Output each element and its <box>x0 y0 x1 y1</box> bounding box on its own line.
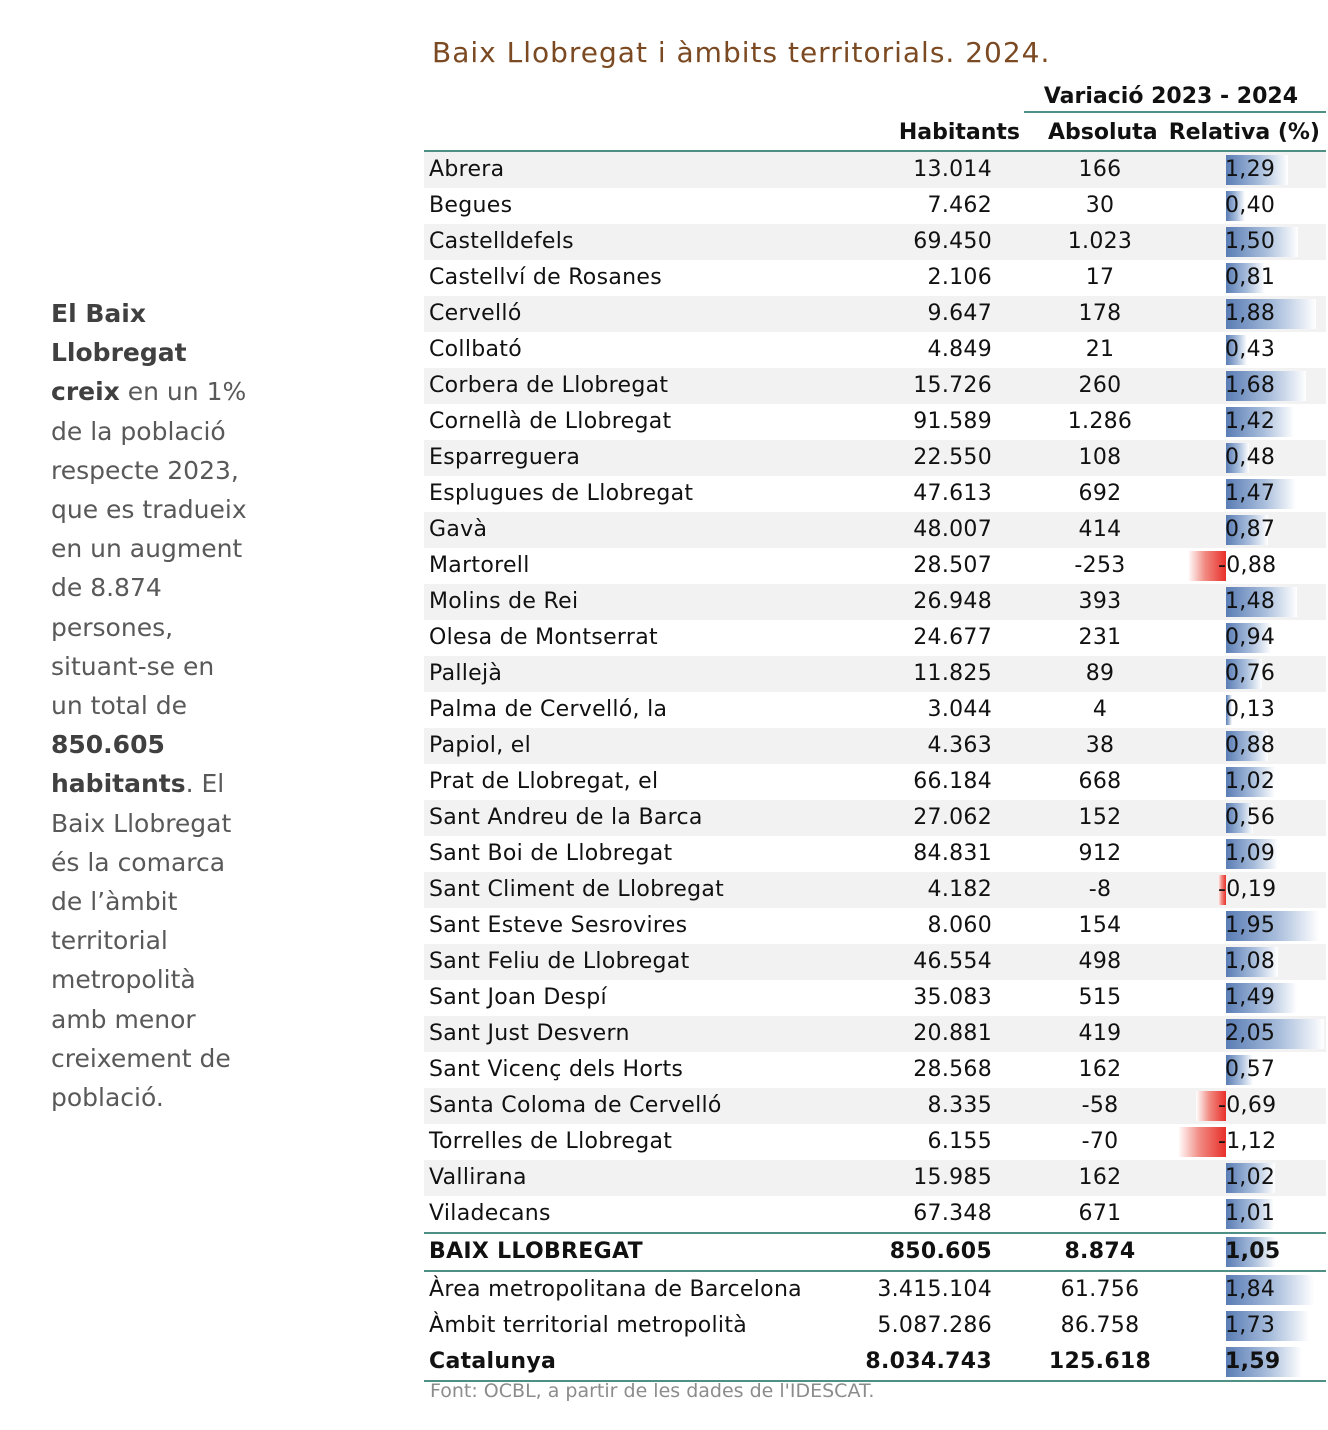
cell-absoluta: -8 <box>1088 877 1112 902</box>
cell-absoluta: -58 <box>1081 1093 1119 1118</box>
cell-name: Vallirana <box>429 1165 527 1190</box>
cell-relativa: 0,40 <box>1225 193 1276 218</box>
cell-name: Sant Just Desvern <box>429 1021 630 1046</box>
cell-habitants: 3.415.104 <box>877 1277 992 1302</box>
cell-habitants: 8.034.743 <box>865 1349 992 1374</box>
cell-name: Sant Joan Despí <box>429 985 607 1010</box>
cell-name: Corbera de Llobregat <box>429 373 669 398</box>
cell-habitants: 46.554 <box>913 949 992 974</box>
source-note: Font: OCBL, a partir de les dades de l'IDESCAT. <box>430 1380 875 1402</box>
table-footer <box>424 1232 1326 1382</box>
cell-absoluta: 17 <box>1085 265 1115 290</box>
cell-absoluta: 671 <box>1078 1201 1122 1226</box>
summary-text-end: . El Baix Llobregat és la comarca de l’àmbit territorial metropolità amb menor creixement de població. <box>51 769 232 1113</box>
cell-habitants: 11.825 <box>913 661 992 686</box>
cell-name: Martorell <box>429 553 530 578</box>
cell-name: Prat de Llobregat, el <box>429 769 659 794</box>
cell-habitants: 35.083 <box>913 985 992 1010</box>
table-row <box>424 368 1326 404</box>
table-row <box>424 584 1326 620</box>
cell-relativa: 1,84 <box>1225 1277 1276 1302</box>
cell-absoluta: 86.758 <box>1060 1313 1140 1338</box>
cell-name: Santa Coloma de Cervelló <box>429 1093 722 1118</box>
table-row <box>424 1052 1326 1088</box>
cell-name: Àrea metropolitana de Barcelona <box>429 1277 802 1302</box>
cell-absoluta: 515 <box>1078 985 1122 1010</box>
variation-header: Variació 2023 - 2024 <box>1024 84 1326 113</box>
cell-relativa: 1,29 <box>1225 157 1276 182</box>
cell-relativa: 1,59 <box>1225 1349 1281 1374</box>
table-row <box>424 908 1326 944</box>
table-row <box>424 512 1326 548</box>
table-row <box>424 332 1326 368</box>
population-table <box>424 84 1326 1382</box>
cell-habitants: 24.677 <box>913 625 992 650</box>
cell-habitants: 2.106 <box>927 265 992 290</box>
cell-name: Sant Feliu de Llobregat <box>429 949 690 974</box>
cell-absoluta: 178 <box>1078 301 1122 326</box>
cell-name: Sant Andreu de la Barca <box>429 805 703 830</box>
table-row <box>424 224 1326 260</box>
table-row <box>424 1124 1326 1160</box>
table-row <box>424 692 1326 728</box>
table-row <box>424 1196 1326 1232</box>
table-title: Baix Llobregat i àmbits territorials. 2024. <box>432 36 1051 69</box>
cell-absoluta: -253 <box>1074 553 1126 578</box>
cell-absoluta: 38 <box>1085 733 1115 758</box>
cell-absoluta: 692 <box>1078 481 1122 506</box>
table-row <box>424 872 1326 908</box>
cell-relativa: 1,68 <box>1225 373 1276 398</box>
cell-habitants: 22.550 <box>913 445 992 470</box>
cell-habitants: 28.568 <box>913 1057 992 1082</box>
cell-absoluta: 231 <box>1078 625 1122 650</box>
cell-absoluta: 4 <box>1092 697 1108 722</box>
cell-relativa: 1,49 <box>1225 985 1276 1010</box>
table-body <box>424 152 1326 1232</box>
cell-relativa: 0,94 <box>1225 625 1276 650</box>
table-row <box>424 1016 1326 1052</box>
cell-habitants: 8.335 <box>927 1093 992 1118</box>
cell-name: Catalunya <box>429 1349 557 1374</box>
cell-name: Palma de Cervelló, la <box>429 697 668 722</box>
cell-habitants: 6.155 <box>927 1129 992 1154</box>
table-row <box>424 296 1326 332</box>
cell-name: Esplugues de Llobregat <box>429 481 694 506</box>
cell-name: Cornellà de Llobregat <box>429 409 672 434</box>
cell-name: Viladecans <box>429 1201 551 1226</box>
cell-relativa: -1,12 <box>1218 1129 1277 1154</box>
cell-relativa: 0,56 <box>1225 805 1276 830</box>
cell-habitants: 4.363 <box>927 733 992 758</box>
summary-text <box>51 294 251 1117</box>
cell-relativa: 1,08 <box>1225 949 1276 974</box>
table-row <box>424 188 1326 224</box>
cell-name: Sant Climent de Llobregat <box>429 877 725 902</box>
cell-habitants: 67.348 <box>913 1201 992 1226</box>
cell-name: Olesa de Montserrat <box>429 625 658 650</box>
cell-absoluta: 419 <box>1078 1021 1122 1046</box>
cell-name: Sant Boi de Llobregat <box>429 841 673 866</box>
table-row <box>424 656 1326 692</box>
cell-name: Sant Vicenç dels Horts <box>429 1057 684 1082</box>
table-row <box>424 764 1326 800</box>
cell-habitants: 3.044 <box>927 697 992 722</box>
cell-relativa: 2,05 <box>1225 1021 1276 1046</box>
cell-habitants: 28.507 <box>913 553 992 578</box>
cell-absoluta: 260 <box>1078 373 1122 398</box>
cell-absoluta: 152 <box>1078 805 1122 830</box>
cell-relativa: 1,48 <box>1225 589 1276 614</box>
table-row <box>424 476 1326 512</box>
cell-relativa: 1,02 <box>1225 1165 1276 1190</box>
cell-habitants: 15.726 <box>913 373 992 398</box>
cell-absoluta: 1.286 <box>1067 409 1133 434</box>
cell-relativa: 1,01 <box>1225 1201 1276 1226</box>
cell-relativa: 1,88 <box>1225 301 1276 326</box>
table-row <box>424 404 1326 440</box>
cell-name: Pallejà <box>429 661 503 686</box>
cell-relativa: 0,76 <box>1225 661 1276 686</box>
cell-absoluta: 154 <box>1078 913 1122 938</box>
cell-name: Àmbit territorial metropolità <box>429 1313 748 1338</box>
cell-relativa: 1,95 <box>1225 913 1276 938</box>
cell-habitants: 9.647 <box>927 301 992 326</box>
table-row <box>424 260 1326 296</box>
cell-habitants: 4.182 <box>927 877 992 902</box>
cell-relativa: -0,69 <box>1218 1093 1277 1118</box>
cell-habitants: 13.014 <box>913 157 992 182</box>
cell-habitants: 48.007 <box>913 517 992 542</box>
cell-name: Papiol, el <box>429 733 532 758</box>
cell-name: Sant Esteve Sesrovires <box>429 913 688 938</box>
cell-name: Cervelló <box>429 301 522 326</box>
cell-absoluta: 393 <box>1078 589 1122 614</box>
cell-relativa: 1,05 <box>1225 1239 1281 1264</box>
table-row <box>424 1344 1326 1382</box>
cell-absoluta: 108 <box>1078 445 1122 470</box>
cell-relativa: -0,19 <box>1218 877 1277 902</box>
cell-relativa: 1,09 <box>1225 841 1276 866</box>
cell-habitants: 5.087.286 <box>877 1313 992 1338</box>
cell-habitants: 91.589 <box>913 409 992 434</box>
cell-relativa: 0,81 <box>1225 265 1276 290</box>
cell-habitants: 7.462 <box>927 193 992 218</box>
cell-relativa: 0,43 <box>1225 337 1276 362</box>
cell-name: Gavà <box>429 517 488 542</box>
table-row <box>424 1160 1326 1196</box>
header-group-row <box>424 84 1326 114</box>
cell-name: Abrera <box>429 157 505 182</box>
cell-absoluta: 89 <box>1085 661 1115 686</box>
cell-habitants: 20.881 <box>913 1021 992 1046</box>
cell-habitants: 47.613 <box>913 481 992 506</box>
cell-absoluta: 498 <box>1078 949 1122 974</box>
table-row <box>424 980 1326 1016</box>
cell-habitants: 850.605 <box>889 1239 992 1264</box>
table-row <box>424 944 1326 980</box>
cell-habitants: 26.948 <box>913 589 992 614</box>
table-row <box>424 1308 1326 1344</box>
table-row <box>424 800 1326 836</box>
cell-relativa: 1,73 <box>1225 1313 1276 1338</box>
cell-habitants: 69.450 <box>913 229 992 254</box>
cell-name: Torrelles de Llobregat <box>429 1129 673 1154</box>
table-row <box>424 1272 1326 1308</box>
summary-bold-intro: El Baix Llobregat creix <box>51 299 187 407</box>
cell-absoluta: 166 <box>1078 157 1122 182</box>
table-row <box>424 836 1326 872</box>
cell-name: Molins de Rei <box>429 589 579 614</box>
table-row <box>424 548 1326 584</box>
cell-absoluta: 162 <box>1078 1165 1122 1190</box>
cell-habitants: 27.062 <box>913 805 992 830</box>
cell-relativa: 1,47 <box>1225 481 1276 506</box>
cell-absoluta: -70 <box>1081 1129 1119 1154</box>
cell-habitants: 4.849 <box>927 337 992 362</box>
cell-relativa: 1,02 <box>1225 769 1276 794</box>
cell-habitants: 15.985 <box>913 1165 992 1190</box>
cell-name: Castelldefels <box>429 229 574 254</box>
cell-absoluta: 21 <box>1085 337 1115 362</box>
cell-absoluta: 162 <box>1078 1057 1122 1082</box>
cell-absoluta: 61.756 <box>1060 1277 1140 1302</box>
table-row <box>424 1232 1326 1272</box>
summary-bold-total: 850.605 habitants <box>51 730 186 799</box>
cell-absoluta: 30 <box>1085 193 1115 218</box>
cell-habitants: 8.060 <box>927 913 992 938</box>
cell-absoluta: 1.023 <box>1067 229 1133 254</box>
cell-absoluta: 8.874 <box>1064 1239 1136 1264</box>
cell-name: Castellví de Rosanes <box>429 265 662 290</box>
cell-relativa: 0,87 <box>1225 517 1276 542</box>
cell-name: Esparreguera <box>429 445 581 470</box>
cell-relativa: 0,48 <box>1225 445 1276 470</box>
header-row <box>424 118 1326 152</box>
cell-relativa: 0,88 <box>1225 733 1276 758</box>
cell-name: Begues <box>429 193 513 218</box>
cell-relativa: -0,88 <box>1218 553 1277 578</box>
header-relativa: Relativa (%) <box>1168 120 1320 145</box>
table-row <box>424 728 1326 764</box>
table-row <box>424 620 1326 656</box>
cell-relativa: 0,57 <box>1225 1057 1276 1082</box>
table-row <box>424 440 1326 476</box>
cell-habitants: 66.184 <box>913 769 992 794</box>
cell-absoluta: 912 <box>1078 841 1122 866</box>
summary-text-part: en un 1% de la població respecte 2023, que es tradueix en un augment de 8.874 persones, situant-se en un total de <box>51 377 247 721</box>
cell-relativa: 1,50 <box>1225 229 1276 254</box>
cell-name: Collbató <box>429 337 522 362</box>
cell-absoluta: 668 <box>1078 769 1122 794</box>
table-row <box>424 1088 1326 1124</box>
cell-absoluta: 414 <box>1078 517 1122 542</box>
cell-absoluta: 125.618 <box>1048 1349 1152 1374</box>
header-absoluta: Absoluta <box>1048 120 1158 145</box>
header-habitants: Habitants <box>898 120 1020 145</box>
cell-relativa: 0,13 <box>1225 697 1276 722</box>
cell-habitants: 84.831 <box>913 841 992 866</box>
table-row <box>424 152 1326 188</box>
cell-relativa: 1,42 <box>1225 409 1276 434</box>
cell-name: BAIX LLOBREGAT <box>429 1239 643 1264</box>
